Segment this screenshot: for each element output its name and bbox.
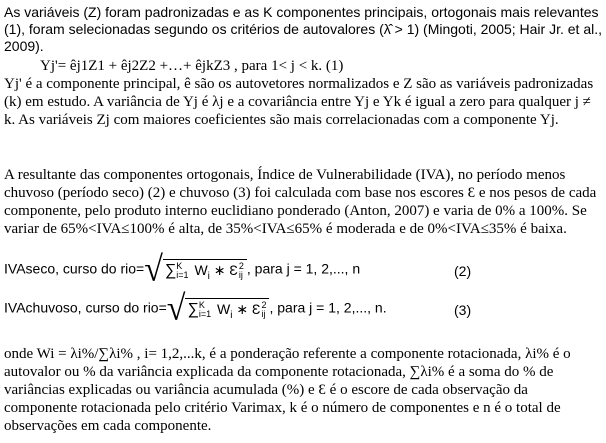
equation-1: Yj'= êj1Z1 + êj2Z2 +…+ êjkZ3 , para 1< j < k. (1) xyxy=(40,58,344,74)
equation-3-sqrt: √ ∑ K i=1 $W_i$ ∗ Ɛ 2 ij xyxy=(167,292,270,326)
paragraph-principal-component: Yj' é a componente principal, ê são os autovetores normalizados e Z são as variáveis padronizadas (k) em estudo. A variância de Yj é λj e a covariância entre Yj e Yk é igual a zero para qualquer j ≠ k. As variáveis Zj com maiores coeficientes são mais correlacionadas com a componente Yj. xyxy=(4,76,594,128)
equation-2-rhs: , para j = 1, 2,..., n xyxy=(246,260,361,277)
equation-2-lhs: IVAseco, curso do rio= xyxy=(4,260,145,277)
paragraph-iva: A resultante das componentes ortogonais, Índice de Vulnerabilidade (IVA), no período menos chuvoso (período seco) (2) e chuvoso (3) foi calculada com base nos escores Ɛ e nos pesos de cada componente, pelo produto interno euclidiano ponderado (Anton, 2007) e varia de 0% a 100%. Se variar de 65%<IVA≤100% é alta, de 35%<IVA≤65% é moderada e de 0%<IVA≤35% é baixa. xyxy=(4,167,597,237)
equation-2-number: (2) xyxy=(454,263,472,279)
equation-2 xyxy=(4,250,602,293)
equation-2-sqrt: √ ∑ K i=1 $W_i$ ∗ Ɛ 2 ij xyxy=(144,253,247,287)
paragraph-definitions: onde Wi = λi%/∑λi% , i= 1,2,...k, é a ponderação referente a componente rotacionada, λi% é o autovalor ou % da variância explicada da componente rotacionada, ∑λi% é a soma do % de variâncias explicadas ou variância acumulada (%) e Ɛ é o escore de cada observação da componente rotacionada pelo critério Varimax, k é o número de componentes e n é o total de observações em cada componente. xyxy=(4,346,571,434)
equation-3 xyxy=(4,289,602,332)
equation-3-number: (3) xyxy=(454,302,472,318)
equation-3-rhs: , para j = 1, 2,..., n. xyxy=(269,299,387,316)
equation-3-lhs: IVAchuvoso, curso do rio= xyxy=(4,299,167,316)
paragraph-variables: As variáveis (Z) foram padronizadas e as K componentes principais, ortogonais mais relevantes (1), foram selecionadas segundo os critérios de autovalores (λ̂ > 1) (Mingoti, 2005; Hair Jr. et al., 2009). xyxy=(4,4,603,54)
